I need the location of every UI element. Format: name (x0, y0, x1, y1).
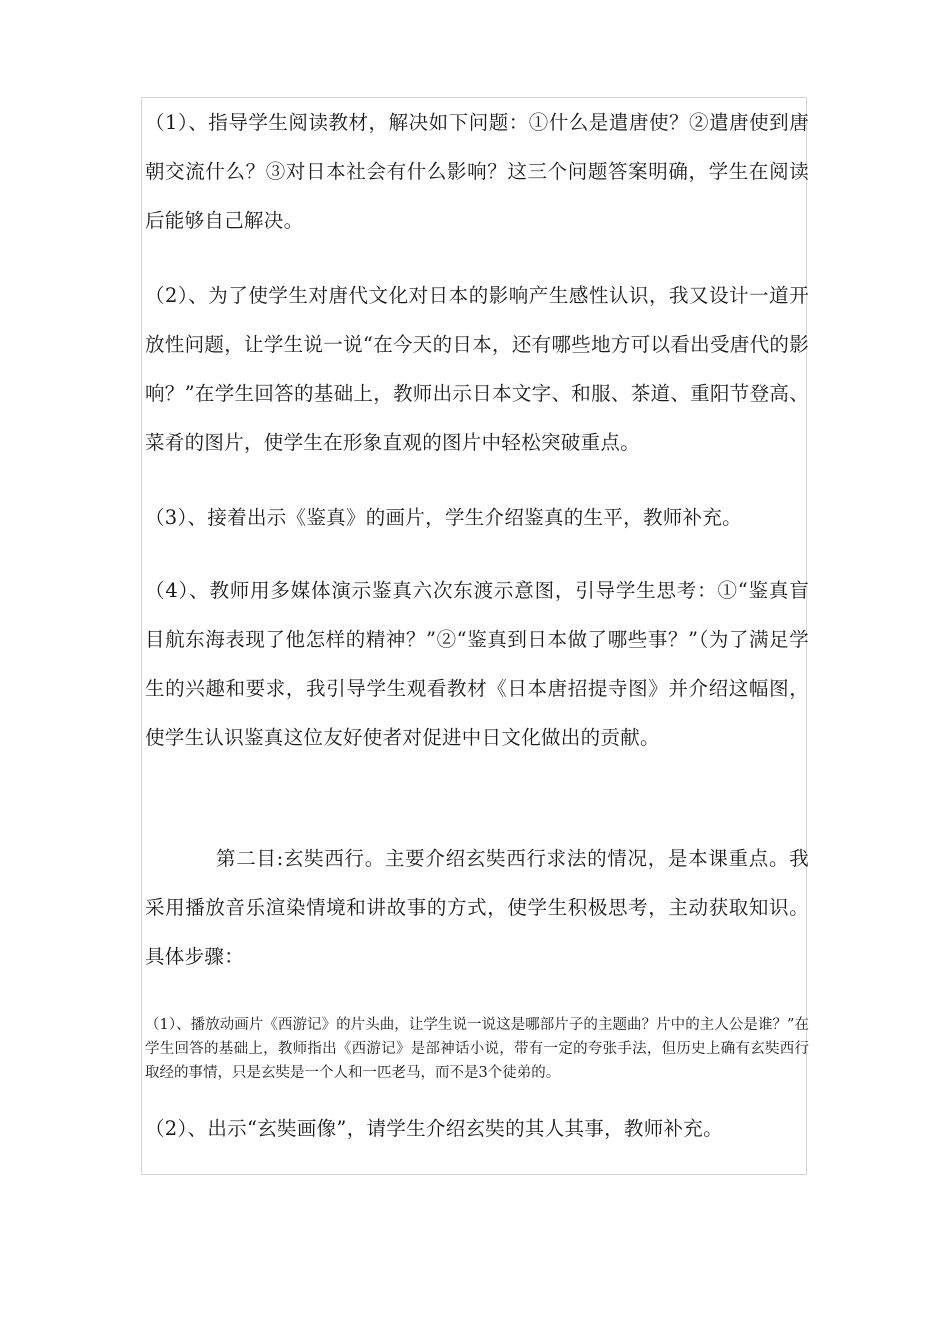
paragraph-xuanzang-intro: 第二目:玄奘西行。主要介绍玄奘西行求法的情况，是本课重点。我采用播放音乐渲染情境和讲故事的方式，使学生积极思考，主动获取知识。具体步骤： (145, 847, 809, 968)
paragraph-tang-influence: （2）、为了使学生对唐代文化对日本的影响产生感性认识，我又设计一道开放性问题，让学生说一说“在今天的日本，还有哪些地方可以看出受唐代的影响？”在学生回答的基础上，教师出示日本文字、和服、茶道、重阳节登高、菜肴的图片，使学生在形象直观的图片中轻松突破重点。 (145, 284, 809, 454)
paragraph-envoy-questions: （1）、指导学生阅读教材，解决如下问题：①什么是遣唐使？②遣唐使到唐朝交流什么？③对日本社会有什么影响？这三个问题答案明确，学生在阅读后能够自己解决。 (145, 111, 809, 232)
paragraph-journey-west-song: （1）、播放动画片《西游记》的片头曲，让学生说一说这是哪部片子的主题曲？片中的主人公是谁？”在学生回答的基础上，教师指出《西游记》是部神话小说，带有一定的夸张手法，但历史上确有玄奘西行取经的事情，只是玄奘是一个人和一匹老马，而不是3个徒弟的。 (145, 1017, 809, 1081)
paragraph-jianzhen-voyages: （4）、教师用多媒体演示鉴真六次东渡示意图，引导学生思考：①“鉴真盲目航东海表现了他怎样的精神？”②“鉴真到日本做了哪些事？”（为了满足学生的兴趣和要求，我引导学生观看教材《日本唐招提寺图》并介绍这幅图，使学生认识鉴真这位友好使者对促进中日文化做出的贡献。 (145, 579, 809, 749)
paragraph-xuanzang-portrait: （2）、出示“玄奘画像”，请学生介绍玄奘的其人其事，教师补充。 (145, 1117, 723, 1140)
paragraph-jianzhen-portrait: （3）、接着出示《鉴真》的画片，学生介绍鉴真的生平，教师补充。 (145, 506, 742, 529)
